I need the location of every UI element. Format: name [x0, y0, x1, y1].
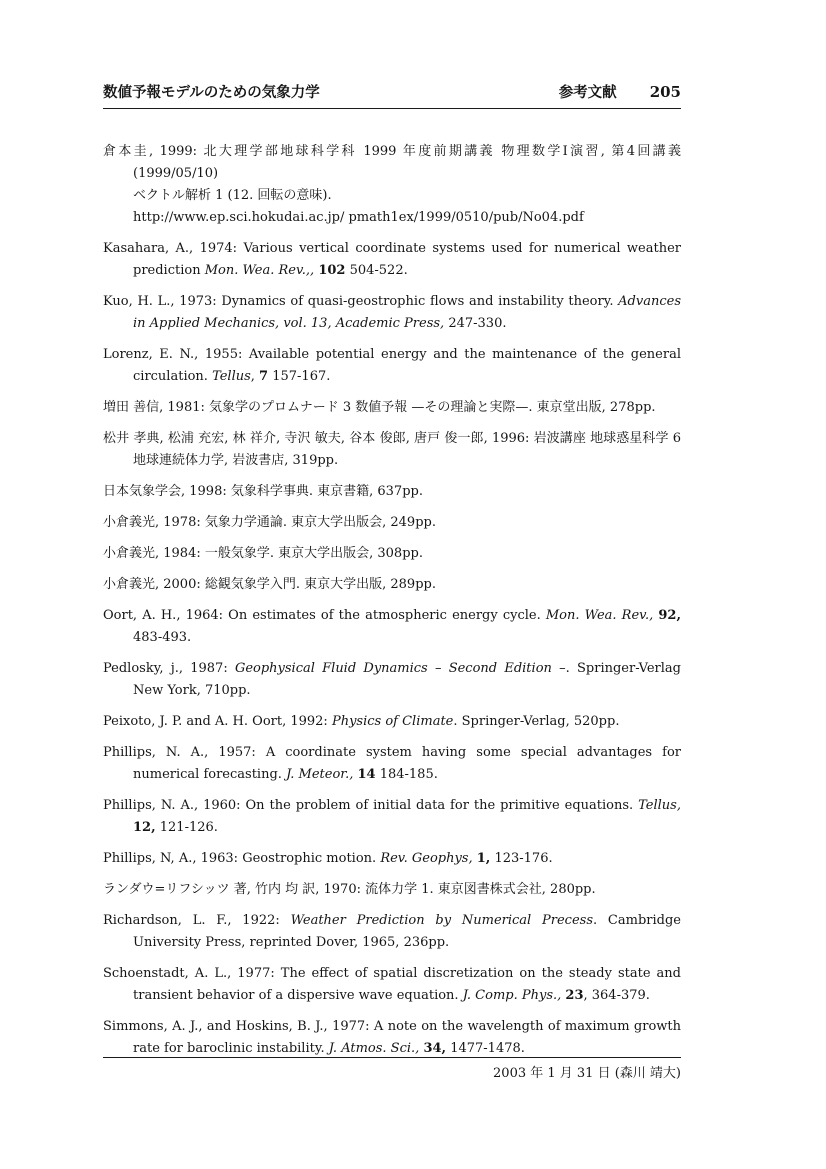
- footer-date: 2003 年 1 月 31 日 (森川 靖大): [493, 1066, 681, 1081]
- reference-text: 184-185.: [375, 767, 438, 782]
- reference-text: 松井 孝典, 松浦 充宏, 林 祥介, 寺沢 敏夫, 谷本 俊郎, 唐戸 俊一郎, 1996: 岩波講座 地球惑星科学 6 地球連続体力学, 岩波書店, 319pp.: [103, 431, 681, 468]
- reference-text: 92,: [658, 608, 681, 623]
- reference-text: Peixoto, J. P. and A. H. Oort, 1992:: [103, 714, 332, 729]
- reference-text: ベクトル解析 1 (12. 回転の意味).: [133, 188, 332, 203]
- reference-text: 157-167.: [268, 369, 331, 384]
- reference-entry: [103, 1016, 681, 1060]
- reference-text: 小倉義光, 1978: 気象力学通論. 東京大学出版会, 249pp.: [103, 515, 436, 530]
- reference-text: Richardson, L. F., 1922:: [103, 913, 291, 928]
- reference-text: ,: [250, 369, 260, 384]
- reference-text: Kuo, H. L., 1973: Dynamics of quasi-geostrophic flows and instability theory.: [103, 294, 619, 309]
- reference-text: Kasahara, A., 1974: Various vertical coordinate systems used for numerical weather prediction: [103, 241, 681, 278]
- page-number: 205: [649, 83, 681, 101]
- reference-text: Phillips, N. A., 1957: A coordinate system having some special advantages for numerical forecasting.: [103, 745, 681, 782]
- section-title: 参考文献: [558, 85, 617, 101]
- reference-entry: [103, 658, 681, 702]
- reference-text: Phillips, N. A., 1960: On the problem of initial data for the primitive equations.: [103, 798, 639, 813]
- document-title: 数値予報モデルのための気象力学: [103, 85, 320, 101]
- reference-entry: [103, 879, 681, 901]
- reference-text: 123-176.: [490, 851, 553, 866]
- reference-entry: [103, 605, 681, 649]
- reference-text: 23: [565, 988, 584, 1003]
- reference-entry: [103, 344, 681, 388]
- reference-text: 小倉義光, 2000: 総観気象学入門. 東京大学出版, 289pp.: [103, 577, 436, 592]
- reference-entry: [103, 141, 681, 229]
- reference-text: Pedlosky, j., 1987:: [103, 661, 235, 676]
- reference-text: Schoenstadt, A. L., 1977: The effect of spatial discretization on the steady state and transient behavior of a dispersive wave equation.: [103, 966, 681, 1003]
- reference-text: Rev. Geophys,: [380, 851, 473, 866]
- page-header: [103, 84, 681, 109]
- reference-text: , 364-379.: [583, 988, 650, 1003]
- reference-text: Lorenz, E. N., 1955: Available potential energy and the maintenance of the general circulation.: [103, 347, 681, 384]
- reference-entry: [103, 711, 681, 733]
- reference-entry: [103, 910, 681, 954]
- reference-text: Phillips, N, A., 1963: Geostrophic motion.: [103, 851, 381, 866]
- reference-entry: [103, 397, 681, 419]
- reference-text: 14: [357, 767, 376, 782]
- reference-text: 倉本圭, 1999: 北大理学部地球科学科 1999 年度前期講義 物理数学I演習, 第4回講義 (1999/05/10): [103, 144, 681, 181]
- reference-text: J. Atmos. Sci.,: [328, 1041, 420, 1056]
- reference-text: 7: [259, 369, 269, 384]
- reference-text: J. Comp. Phys.,: [462, 988, 562, 1003]
- reference-entry: [103, 795, 681, 839]
- reference-list: [103, 141, 681, 1069]
- reference-text: Oort, A. H., 1964: On estimates of the atmospheric energy cycle.: [103, 608, 546, 623]
- reference-text: 504-522.: [345, 263, 408, 278]
- reference-text: Tellus,: [638, 798, 681, 813]
- reference-text: –. Springer-Verlag New York, 710pp.: [133, 661, 681, 698]
- reference-text: Mon. Wea. Rev.,,: [204, 263, 315, 278]
- reference-entry: [103, 428, 681, 472]
- reference-entry: [103, 512, 681, 534]
- reference-entry: [103, 291, 681, 335]
- reference-text: 247-330.: [444, 316, 507, 331]
- reference-text: . Springer-Verlag, 520pp.: [453, 714, 620, 729]
- reference-text: Tellus: [212, 369, 251, 384]
- reference-entry: [103, 848, 681, 870]
- reference-text: http://www.ep.sci.hokudai.ac.jp/ pmath1ex/1999/0510/pub/No04.pdf: [133, 210, 584, 225]
- reference-text: J. Meteor.,: [286, 767, 354, 782]
- reference-text: . Cambridge University Press, reprinted Dover, 1965, 236pp.: [133, 913, 681, 950]
- reference-text: 増田 善信, 1981: 気象学のプロムナード 3 数値予報 —その理論と実際—. 東京堂出版, 278pp.: [103, 400, 656, 415]
- reference-text: 121-126.: [155, 820, 218, 835]
- reference-text: Weather Prediction by Numerical Precess: [290, 913, 593, 928]
- reference-text: Advances in Applied Mechanics, vol. 13, Academic Press,: [133, 294, 681, 331]
- reference-entry: [103, 543, 681, 565]
- reference-text: Simmons, A. J., and Hoskins, B. J., 1977: A note on the wavelength of maximum growth rate for baroclinic instability.: [103, 1019, 681, 1056]
- reference-text: Physics of Climate: [331, 714, 454, 729]
- reference-entry: [103, 574, 681, 596]
- reference-text: 小倉義光, 1984: 一般気象学. 東京大学出版会, 308pp.: [103, 546, 423, 561]
- reference-text: ランダウ=リフシッツ 著, 竹内 均 訳, 1970: 流体力学 1. 東京図書株式会社, 280pp.: [103, 882, 596, 897]
- reference-text: 日本気象学会, 1998: 気象科学事典. 東京書籍, 637pp.: [103, 484, 423, 499]
- reference-entry: [103, 481, 681, 503]
- reference-text: 1,: [476, 851, 491, 866]
- header-right-group: [559, 84, 681, 102]
- reference-entry: [103, 963, 681, 1007]
- reference-text: 483-493.: [133, 630, 192, 645]
- reference-text: Geophysical Fluid Dynamics – Second Edition: [234, 661, 552, 676]
- reference-text: Mon. Wea. Rev.,: [545, 608, 654, 623]
- page-footer: [103, 1057, 681, 1082]
- reference-text: 34,: [423, 1041, 447, 1056]
- reference-text: 1477-1478.: [446, 1041, 525, 1056]
- reference-text: 102: [318, 263, 346, 278]
- reference-entry: [103, 742, 681, 786]
- reference-text: 12,: [133, 820, 156, 835]
- reference-entry: [103, 238, 681, 282]
